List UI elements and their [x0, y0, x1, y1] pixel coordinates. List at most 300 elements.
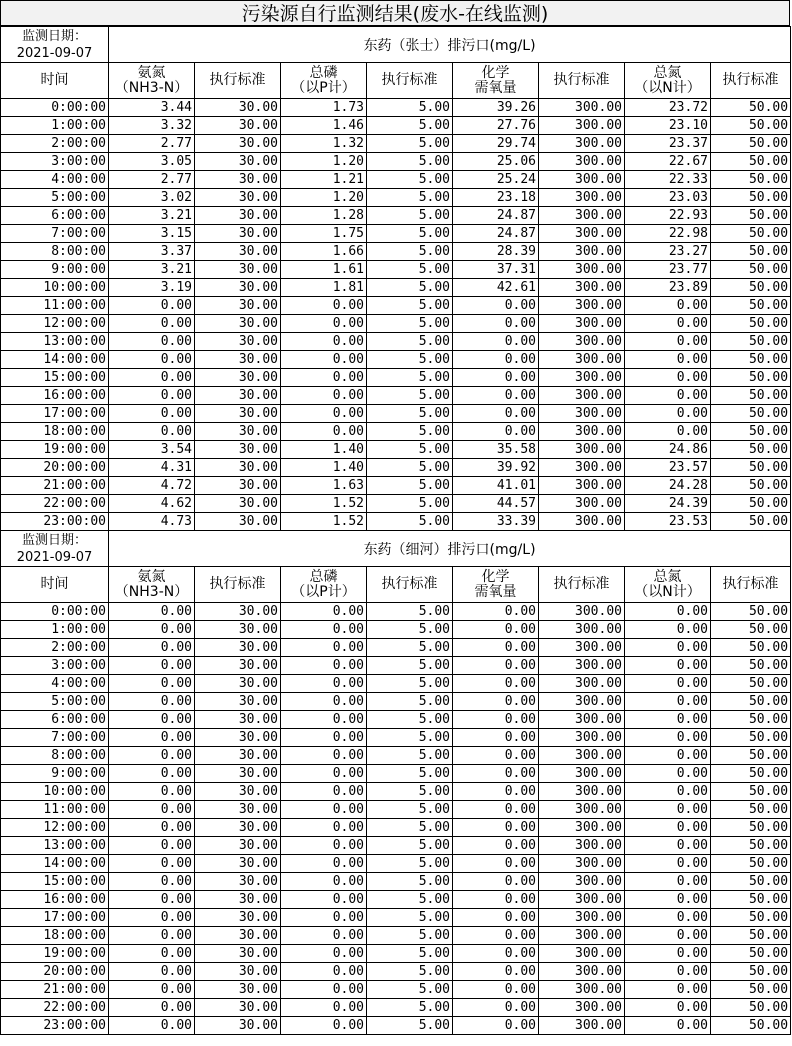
- table-cell: 20:00:00: [1, 963, 109, 981]
- table-cell: 0.00: [453, 747, 539, 765]
- table-cell: 30.00: [195, 1017, 281, 1035]
- section-header-row: [1, 531, 791, 567]
- table-cell: 5.00: [367, 621, 453, 639]
- table-cell: 50.00: [711, 333, 791, 351]
- table-cell: 22.67: [625, 153, 711, 171]
- table-cell: 30.00: [195, 135, 281, 153]
- table-row: [1, 423, 791, 441]
- table-cell: 1.20: [281, 153, 367, 171]
- table-cell: 50.00: [711, 189, 791, 207]
- column-header-line2: （以N计）: [634, 583, 701, 600]
- table-cell: 3.54: [109, 441, 195, 459]
- table-cell: 30.00: [195, 477, 281, 495]
- table-cell: 5.00: [367, 207, 453, 225]
- table-cell: 1.46: [281, 117, 367, 135]
- table-cell: 300.00: [539, 801, 625, 819]
- table-cell: 0.00: [281, 873, 367, 891]
- column-header-line1: 时间: [40, 576, 69, 592]
- table-cell: 50.00: [711, 225, 791, 243]
- column-header: [625, 63, 711, 99]
- table-cell: 0.00: [453, 369, 539, 387]
- table-cell: 0.00: [625, 693, 711, 711]
- table-cell: 3.21: [109, 207, 195, 225]
- table-cell: 30.00: [195, 945, 281, 963]
- column-header: [711, 63, 791, 99]
- table-cell: 19:00:00: [1, 945, 109, 963]
- table-cell: 2:00:00: [1, 135, 109, 153]
- column-header-line1: 执行标准: [722, 72, 779, 88]
- table-cell: 0.00: [453, 315, 539, 333]
- table-cell: 5.00: [367, 693, 453, 711]
- table-cell: 5.00: [367, 135, 453, 153]
- table-row: [1, 405, 791, 423]
- table-cell: 0.00: [453, 855, 539, 873]
- table-cell: 300.00: [539, 477, 625, 495]
- table-row: [1, 639, 791, 657]
- table-cell: 0.00: [281, 747, 367, 765]
- table-cell: 23.72: [625, 99, 711, 117]
- table-cell: 0.00: [281, 765, 367, 783]
- table-cell: 30.00: [195, 837, 281, 855]
- table-row: [1, 189, 791, 207]
- table-cell: 5.00: [367, 711, 453, 729]
- table-row: [1, 693, 791, 711]
- table-cell: 30.00: [195, 639, 281, 657]
- table-cell: 5.00: [367, 963, 453, 981]
- table-cell: 0.00: [109, 729, 195, 747]
- table-cell: 3.44: [109, 99, 195, 117]
- table-row: [1, 495, 791, 513]
- table-cell: 1.81: [281, 279, 367, 297]
- table-row: [1, 765, 791, 783]
- table-cell: 50.00: [711, 711, 791, 729]
- table-cell: 0.00: [625, 333, 711, 351]
- table-cell: 300.00: [539, 693, 625, 711]
- column-header-line1: 执行标准: [381, 576, 438, 592]
- table-cell: 0.00: [281, 621, 367, 639]
- table-cell: 0.00: [453, 999, 539, 1017]
- table-cell: 5.00: [367, 171, 453, 189]
- table-cell: 30.00: [195, 243, 281, 261]
- table-cell: 50.00: [711, 279, 791, 297]
- table-cell: 22:00:00: [1, 495, 109, 513]
- table-cell: 30.00: [195, 423, 281, 441]
- table-cell: 50.00: [711, 99, 791, 117]
- table-cell: 5.00: [367, 765, 453, 783]
- table-row: [1, 945, 791, 963]
- table-cell: 300.00: [539, 261, 625, 279]
- table-cell: 5.00: [367, 639, 453, 657]
- table-cell: 3.37: [109, 243, 195, 261]
- table-row: [1, 117, 791, 135]
- table-cell: 50.00: [711, 801, 791, 819]
- table-cell: 300.00: [539, 909, 625, 927]
- table-row: [1, 315, 791, 333]
- table-cell: 50.00: [711, 513, 791, 531]
- table-cell: 0.00: [281, 783, 367, 801]
- table-cell: 5.00: [367, 459, 453, 477]
- table-cell: 30.00: [195, 657, 281, 675]
- column-header: [711, 567, 791, 603]
- table-cell: 3.21: [109, 261, 195, 279]
- table-cell: 0.00: [625, 819, 711, 837]
- table-cell: 1.40: [281, 459, 367, 477]
- date-value: 2021-09-07: [16, 549, 93, 565]
- table-cell: 3.05: [109, 153, 195, 171]
- table-row: [1, 891, 791, 909]
- table-cell: 12:00:00: [1, 315, 109, 333]
- table-cell: 11:00:00: [1, 801, 109, 819]
- table-cell: 5.00: [367, 387, 453, 405]
- table-cell: 29.74: [453, 135, 539, 153]
- date-label: 监测日期：: [21, 532, 87, 548]
- table-cell: 0.00: [281, 711, 367, 729]
- table-cell: 0.00: [109, 621, 195, 639]
- table-row: [1, 243, 791, 261]
- table-cell: 50.00: [711, 837, 791, 855]
- table-cell: 0.00: [109, 297, 195, 315]
- table-cell: 0.00: [453, 873, 539, 891]
- table-cell: 22.98: [625, 225, 711, 243]
- table-cell: 50.00: [711, 783, 791, 801]
- table-cell: 25.06: [453, 153, 539, 171]
- table-cell: 24.39: [625, 495, 711, 513]
- table-cell: 13:00:00: [1, 837, 109, 855]
- table-cell: 50.00: [711, 693, 791, 711]
- table-cell: 30.00: [195, 909, 281, 927]
- table-row: [1, 333, 791, 351]
- table-cell: 3:00:00: [1, 153, 109, 171]
- table-cell: 300.00: [539, 459, 625, 477]
- table-cell: 30.00: [195, 981, 281, 999]
- table-cell: 300.00: [539, 387, 625, 405]
- table-cell: 0.00: [625, 747, 711, 765]
- table-cell: 19:00:00: [1, 441, 109, 459]
- table-cell: 50.00: [711, 369, 791, 387]
- column-header-line1: 总氮: [653, 568, 682, 585]
- table-cell: 1.32: [281, 135, 367, 153]
- table-cell: 4.31: [109, 459, 195, 477]
- table-cell: 5.00: [367, 909, 453, 927]
- column-header: [281, 567, 367, 603]
- table-cell: 50.00: [711, 963, 791, 981]
- table-cell: 44.57: [453, 495, 539, 513]
- table-cell: 0.00: [625, 963, 711, 981]
- table-cell: 50.00: [711, 639, 791, 657]
- table-cell: 0.00: [109, 927, 195, 945]
- table-cell: 0.00: [109, 1017, 195, 1035]
- table-cell: 1.75: [281, 225, 367, 243]
- table-cell: 0.00: [453, 711, 539, 729]
- table-cell: 0.00: [625, 837, 711, 855]
- table-cell: 5.00: [367, 369, 453, 387]
- table-cell: 5.00: [367, 441, 453, 459]
- table-cell: 0.00: [281, 675, 367, 693]
- table-cell: 0.00: [281, 801, 367, 819]
- table-cell: 23:00:00: [1, 513, 109, 531]
- table-cell: 0.00: [453, 675, 539, 693]
- table-cell: 0.00: [625, 945, 711, 963]
- table-cell: 0.00: [281, 855, 367, 873]
- table-cell: 50.00: [711, 855, 791, 873]
- table-cell: 0.00: [453, 801, 539, 819]
- table-cell: 0.00: [453, 405, 539, 423]
- table-cell: 0.00: [109, 747, 195, 765]
- table-cell: 5.00: [367, 819, 453, 837]
- table-cell: 0.00: [109, 765, 195, 783]
- column-header-line1: 氨氮: [137, 568, 166, 585]
- table-cell: 1.40: [281, 441, 367, 459]
- table-cell: 300.00: [539, 513, 625, 531]
- table-cell: 0.00: [281, 729, 367, 747]
- table-cell: 5.00: [367, 297, 453, 315]
- table-cell: 50.00: [711, 945, 791, 963]
- table-cell: 5.00: [367, 747, 453, 765]
- column-header-line1: 总磷: [309, 64, 338, 81]
- table-cell: 5.00: [367, 801, 453, 819]
- table-cell: 0.00: [453, 1017, 539, 1035]
- monitoring-table: [0, 26, 791, 1035]
- table-cell: 14:00:00: [1, 351, 109, 369]
- table-cell: 0.00: [453, 963, 539, 981]
- table-cell: 300.00: [539, 855, 625, 873]
- table-row: [1, 441, 791, 459]
- column-header-line1: 执行标准: [381, 72, 438, 88]
- table-cell: 14:00:00: [1, 855, 109, 873]
- table-cell: 23.89: [625, 279, 711, 297]
- table-cell: 39.92: [453, 459, 539, 477]
- table-cell: 5.00: [367, 423, 453, 441]
- table-cell: 24.28: [625, 477, 711, 495]
- table-row: [1, 99, 791, 117]
- column-header-line1: 执行标准: [209, 576, 266, 592]
- table-row: [1, 783, 791, 801]
- table-cell: 11:00:00: [1, 297, 109, 315]
- table-cell: 5:00:00: [1, 693, 109, 711]
- column-header-line1: 氨氮: [137, 64, 166, 81]
- table-cell: 3.32: [109, 117, 195, 135]
- table-cell: 5:00:00: [1, 189, 109, 207]
- table-cell: 50.00: [711, 459, 791, 477]
- table-cell: 17:00:00: [1, 909, 109, 927]
- table-cell: 50.00: [711, 135, 791, 153]
- table-cell: 30.00: [195, 297, 281, 315]
- date-value: 2021-09-07: [16, 45, 93, 61]
- table-cell: 28.39: [453, 243, 539, 261]
- table-row: [1, 873, 791, 891]
- table-cell: 0.00: [625, 621, 711, 639]
- table-row: [1, 963, 791, 981]
- table-cell: 50.00: [711, 477, 791, 495]
- table-cell: 5.00: [367, 927, 453, 945]
- table-cell: 5.00: [367, 675, 453, 693]
- table-cell: 0.00: [453, 909, 539, 927]
- table-cell: 0.00: [109, 981, 195, 999]
- table-cell: 0.00: [453, 837, 539, 855]
- table-cell: 300.00: [539, 279, 625, 297]
- table-cell: 50.00: [711, 657, 791, 675]
- date-label: 监测日期：: [21, 28, 87, 44]
- table-cell: 0.00: [625, 981, 711, 999]
- table-cell: 300.00: [539, 153, 625, 171]
- table-cell: 0.00: [625, 873, 711, 891]
- table-cell: 300.00: [539, 873, 625, 891]
- table-row: [1, 747, 791, 765]
- table-cell: 22:00:00: [1, 999, 109, 1017]
- table-cell: 5.00: [367, 1017, 453, 1035]
- table-cell: 20:00:00: [1, 459, 109, 477]
- table-cell: 0.00: [453, 819, 539, 837]
- table-cell: 0.00: [109, 603, 195, 621]
- table-cell: 23.37: [625, 135, 711, 153]
- column-header: [367, 567, 453, 603]
- table-row: [1, 999, 791, 1017]
- table-cell: 300.00: [539, 999, 625, 1017]
- table-row: [1, 135, 791, 153]
- table-cell: 300.00: [539, 747, 625, 765]
- table-cell: 0:00:00: [1, 603, 109, 621]
- table-cell: 30.00: [195, 387, 281, 405]
- table-cell: 1.61: [281, 261, 367, 279]
- table-cell: 30.00: [195, 747, 281, 765]
- report-title: 污染源自行监测结果(废水-在线监测): [0, 0, 790, 26]
- table-cell: 0.00: [109, 891, 195, 909]
- table-cell: 0.00: [109, 423, 195, 441]
- table-cell: 6:00:00: [1, 207, 109, 225]
- table-cell: 23.10: [625, 117, 711, 135]
- table-cell: 4.73: [109, 513, 195, 531]
- table-cell: 7:00:00: [1, 729, 109, 747]
- column-header-line1: 执行标准: [553, 72, 610, 88]
- table-cell: 300.00: [539, 189, 625, 207]
- table-cell: 0.00: [109, 783, 195, 801]
- table-cell: 50.00: [711, 117, 791, 135]
- table-cell: 25.24: [453, 171, 539, 189]
- table-cell: 50.00: [711, 981, 791, 999]
- table-cell: 0.00: [625, 639, 711, 657]
- table-cell: 4:00:00: [1, 171, 109, 189]
- table-cell: 300.00: [539, 981, 625, 999]
- table-cell: 0.00: [281, 693, 367, 711]
- table-cell: 3:00:00: [1, 657, 109, 675]
- table-cell: 5.00: [367, 873, 453, 891]
- table-cell: 50.00: [711, 999, 791, 1017]
- table-cell: 0.00: [625, 765, 711, 783]
- table-cell: 50.00: [711, 315, 791, 333]
- outlet-name: 东药（细河）排污口(mg/L): [109, 531, 791, 567]
- table-cell: 0.00: [625, 801, 711, 819]
- table-cell: 50.00: [711, 153, 791, 171]
- column-header: [539, 567, 625, 603]
- table-row: [1, 675, 791, 693]
- table-cell: 0.00: [453, 333, 539, 351]
- table-cell: 0.00: [281, 351, 367, 369]
- table-cell: 30.00: [195, 927, 281, 945]
- table-cell: 0.00: [109, 855, 195, 873]
- table-row: [1, 261, 791, 279]
- table-cell: 30.00: [195, 513, 281, 531]
- table-cell: 0.00: [109, 963, 195, 981]
- column-header-row: [1, 63, 791, 99]
- table-cell: 0.00: [109, 369, 195, 387]
- table-cell: 0.00: [109, 675, 195, 693]
- table-row: [1, 351, 791, 369]
- table-cell: 0.00: [625, 927, 711, 945]
- table-row: [1, 711, 791, 729]
- table-cell: 0.00: [453, 387, 539, 405]
- table-cell: 300.00: [539, 765, 625, 783]
- table-cell: 0.00: [453, 351, 539, 369]
- table-cell: 0.00: [109, 873, 195, 891]
- table-cell: 5.00: [367, 981, 453, 999]
- table-cell: 0.00: [281, 315, 367, 333]
- table-cell: 5.00: [367, 225, 453, 243]
- table-cell: 39.26: [453, 99, 539, 117]
- table-row: [1, 603, 791, 621]
- table-cell: 300.00: [539, 657, 625, 675]
- table-cell: 9:00:00: [1, 261, 109, 279]
- table-cell: 5.00: [367, 513, 453, 531]
- table-cell: 5.00: [367, 495, 453, 513]
- table-cell: 300.00: [539, 423, 625, 441]
- table-cell: 1:00:00: [1, 621, 109, 639]
- table-cell: 5.00: [367, 189, 453, 207]
- table-row: [1, 657, 791, 675]
- column-header-line2: 需氧量: [474, 79, 517, 96]
- table-cell: 6:00:00: [1, 711, 109, 729]
- table-cell: 0.00: [281, 387, 367, 405]
- table-cell: 300.00: [539, 297, 625, 315]
- table-cell: 5.00: [367, 333, 453, 351]
- table-cell: 50.00: [711, 927, 791, 945]
- table-cell: 0.00: [625, 729, 711, 747]
- table-cell: 30.00: [195, 225, 281, 243]
- table-cell: 24.87: [453, 207, 539, 225]
- table-row: [1, 459, 791, 477]
- table-cell: 50.00: [711, 243, 791, 261]
- table-row: [1, 909, 791, 927]
- table-cell: 50.00: [711, 405, 791, 423]
- table-cell: 0.00: [625, 711, 711, 729]
- table-cell: 5.00: [367, 99, 453, 117]
- table-cell: 5.00: [367, 783, 453, 801]
- table-cell: 30.00: [195, 675, 281, 693]
- table-cell: 0.00: [625, 891, 711, 909]
- table-cell: 23:00:00: [1, 1017, 109, 1035]
- table-cell: 0.00: [109, 351, 195, 369]
- table-cell: 30.00: [195, 207, 281, 225]
- table-cell: 300.00: [539, 171, 625, 189]
- table-cell: 300.00: [539, 837, 625, 855]
- table-cell: 50.00: [711, 675, 791, 693]
- table-cell: 30.00: [195, 891, 281, 909]
- column-header-line2: （以P计）: [291, 79, 356, 96]
- table-cell: 5.00: [367, 477, 453, 495]
- table-row: [1, 225, 791, 243]
- table-cell: 5.00: [367, 855, 453, 873]
- table-cell: 300.00: [539, 369, 625, 387]
- table-cell: 0.00: [453, 945, 539, 963]
- table-cell: 0.00: [109, 693, 195, 711]
- table-cell: 23.57: [625, 459, 711, 477]
- table-row: [1, 207, 791, 225]
- table-cell: 23.27: [625, 243, 711, 261]
- table-cell: 0.00: [453, 891, 539, 909]
- table-cell: 0.00: [281, 837, 367, 855]
- table-cell: 30.00: [195, 873, 281, 891]
- table-cell: 30.00: [195, 315, 281, 333]
- table-cell: 13:00:00: [1, 333, 109, 351]
